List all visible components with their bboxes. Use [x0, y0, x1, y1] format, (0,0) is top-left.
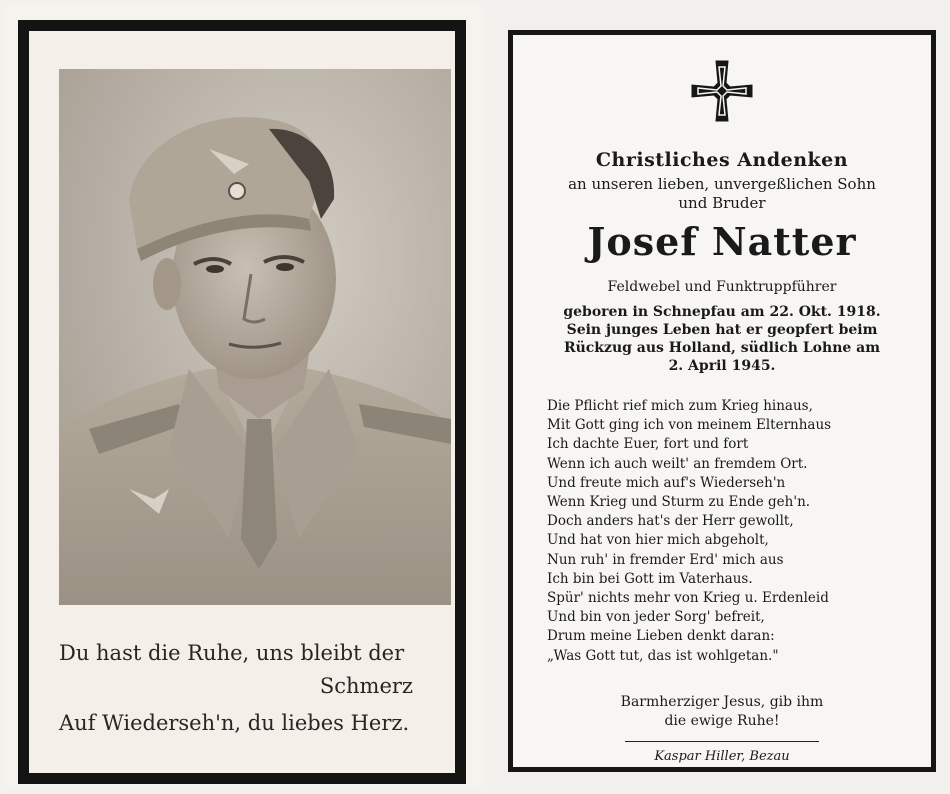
- black-mourning-frame: [18, 20, 466, 784]
- portrait-illustration: [59, 69, 451, 605]
- memorial-card-photo-side: [4, 6, 484, 788]
- poem-line: Drum meine Lieben denkt daran:: [547, 628, 775, 645]
- bio-line: geboren in Schnepfau am 22. Okt. 1918.: [563, 304, 881, 320]
- bio-line: Rückzug aus Holland, südlich Lohne am: [563, 340, 881, 356]
- farewell-verse: [59, 637, 459, 740]
- poem-line: Spür' nichts mehr von Krieg u. Erdenleid: [547, 590, 829, 607]
- poem-line: Ich bin bei Gott im Vaterhaus.: [547, 570, 753, 587]
- card-title: Christliches Andenken: [595, 149, 849, 171]
- memorial-card-text-side: [496, 10, 948, 788]
- poem-line: Wenn ich auch weilt' an fremdem Ort.: [547, 455, 808, 472]
- poem-line: Und bin von jeder Sorg' befreit,: [547, 609, 765, 626]
- closing-prayer: [513, 693, 931, 731]
- bio-line: 2. April 1945.: [668, 358, 776, 374]
- deceased-name: Josef Natter: [587, 219, 857, 264]
- poem-line: Und freute mich auf's Wiederseh'n: [547, 474, 786, 491]
- black-border-frame: [508, 30, 936, 772]
- divider: [625, 741, 819, 742]
- poem-line: „Was Gott tut, das ist wohlgetan.": [547, 647, 779, 664]
- intro-line-1: an unseren lieben, unvergeßlichen Sohn: [568, 175, 876, 193]
- prayer-line-2: die ewige Ruhe!: [664, 713, 780, 729]
- verse-line-1: Du hast die Ruhe, uns bleibt der: [59, 641, 405, 665]
- poem-line: Und hat von hier mich abgeholt,: [547, 532, 769, 549]
- poem-line: Wenn Krieg und Sturm zu Ende geh'n.: [547, 494, 811, 511]
- military-rank: Feldwebel und Funktruppführer: [607, 279, 837, 295]
- verse-line-3: Auf Wiederseh'n, du liebes Herz.: [59, 711, 410, 735]
- poem-line: Doch anders hat's der Herr gewollt,: [547, 513, 794, 530]
- dedication-intro: [513, 175, 931, 213]
- prayer-line-1: Barmherziger Jesus, gib ihm: [620, 694, 824, 710]
- intro-line-2: und Bruder: [678, 194, 766, 212]
- iron-cross-icon: [690, 59, 754, 123]
- poem-line: Nun ruh' in fremder Erd' mich aus: [547, 551, 784, 568]
- soldier-portrait-photo: [59, 69, 451, 605]
- poem-line: Die Pflicht rief mich zum Krieg hinaus,: [547, 398, 813, 414]
- poem-line: Mit Gott ging ich von meinem Elternhaus: [547, 417, 832, 434]
- verse-line-2: Schmerz: [319, 674, 413, 698]
- printer-credit: Kaspar Hiller, Bezau: [654, 749, 790, 764]
- bio-line: Sein junges Leben hat er geopfert beim: [566, 322, 878, 338]
- memorial-poem: [547, 397, 917, 666]
- biography: [513, 303, 931, 375]
- poem-line: Ich dachte Euer, fort und fort: [547, 436, 749, 453]
